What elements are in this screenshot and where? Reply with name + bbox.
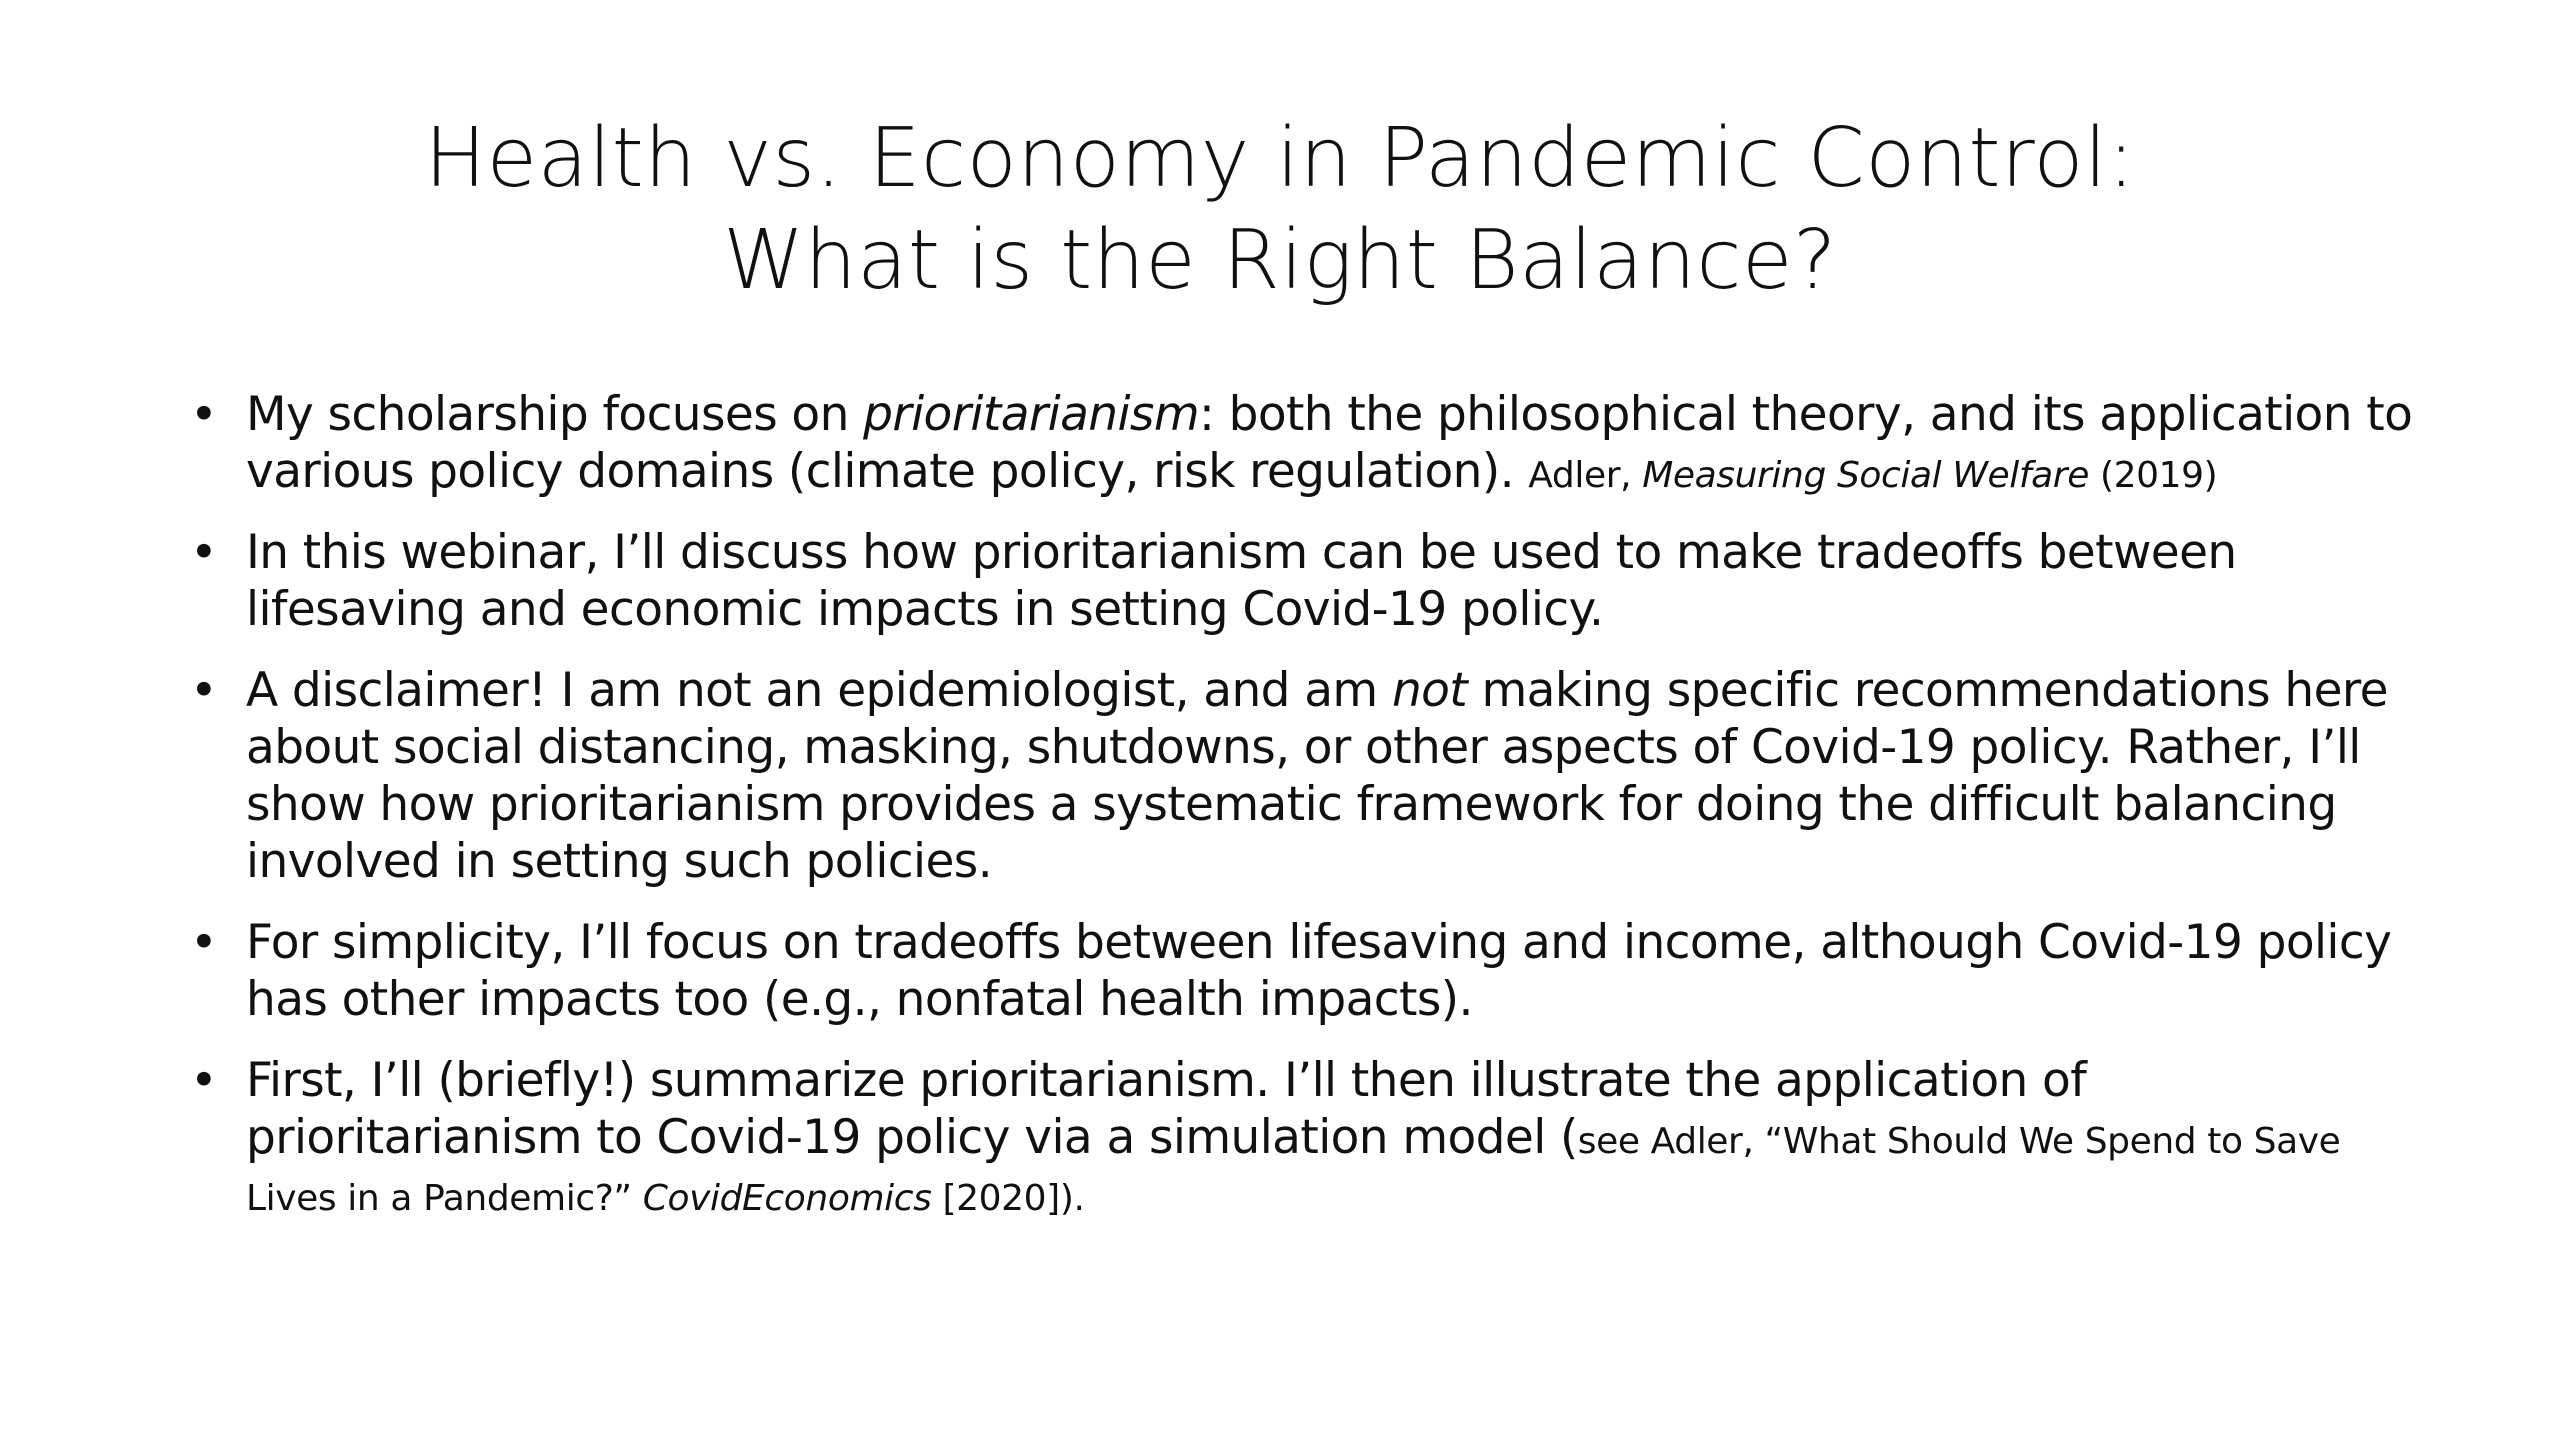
citation-text: see Adler, “What Should We Spend to Save Lives in a Pandemic?” — [246, 1121, 2341, 1219]
bullet-emphasis: not — [1391, 663, 1468, 718]
bullet-text: For simplicity, I’ll focus on tradeoffs between lifesaving and income, although Covid-19 policy has other impacts too (e.g., nonfatal health impacts). — [246, 915, 2392, 1027]
bullet-text: making specific recommendations here about social distancing, masking, shutdowns, or other aspects of Covid-19 policy. Rather, I’ll show how prioritarianism provides a systematic framework for doing the difficult balancing involved in setting such policies. — [246, 663, 2388, 889]
citation-year: (2019) — [2088, 455, 2218, 496]
title-line-1: Health vs. Economy in Pandemic Control: — [424, 111, 2136, 206]
citation-end: [2020]). — [931, 1178, 1085, 1219]
citation-title: Measuring Social Welfare — [1642, 455, 2089, 496]
bullet-text: : both the philosophical theory, and its application to various policy domains (climate policy, risk regulation). — [246, 387, 2413, 499]
bullet-item-disclaimer — [190, 662, 2420, 890]
bullet-item-simplicity — [190, 914, 2420, 1028]
citation-journal: CovidEconomics — [642, 1178, 932, 1219]
slide-title — [0, 108, 2560, 312]
bullet-text: First, I’ll (briefly!) summarize prioritarianism. I’ll then illustrate the application of prioritarianism to Covid-19 policy via a simulation model ( — [246, 1053, 2087, 1165]
bullet-list — [190, 386, 2420, 1247]
bullet-emphasis: prioritarianism — [863, 387, 1200, 442]
citation-author: Adler, — [1528, 455, 1643, 496]
bullet-item-first — [190, 1052, 2420, 1223]
bullet-text: In this webinar, I’ll discuss how prioritarianism can be used to make tradeoffs between lifesaving and economic impacts in setting Covid-19 policy. — [246, 525, 2237, 637]
bullet-text: A disclaimer! I am not an epidemiologist, and am — [246, 663, 1392, 718]
bullet-text: My scholarship focuses on — [246, 387, 864, 442]
bullet-item-scholarship — [190, 386, 2420, 500]
title-line-2: What is the Right Balance? — [723, 213, 1837, 308]
citation — [1528, 455, 2217, 496]
bullet-item-webinar — [190, 524, 2420, 638]
